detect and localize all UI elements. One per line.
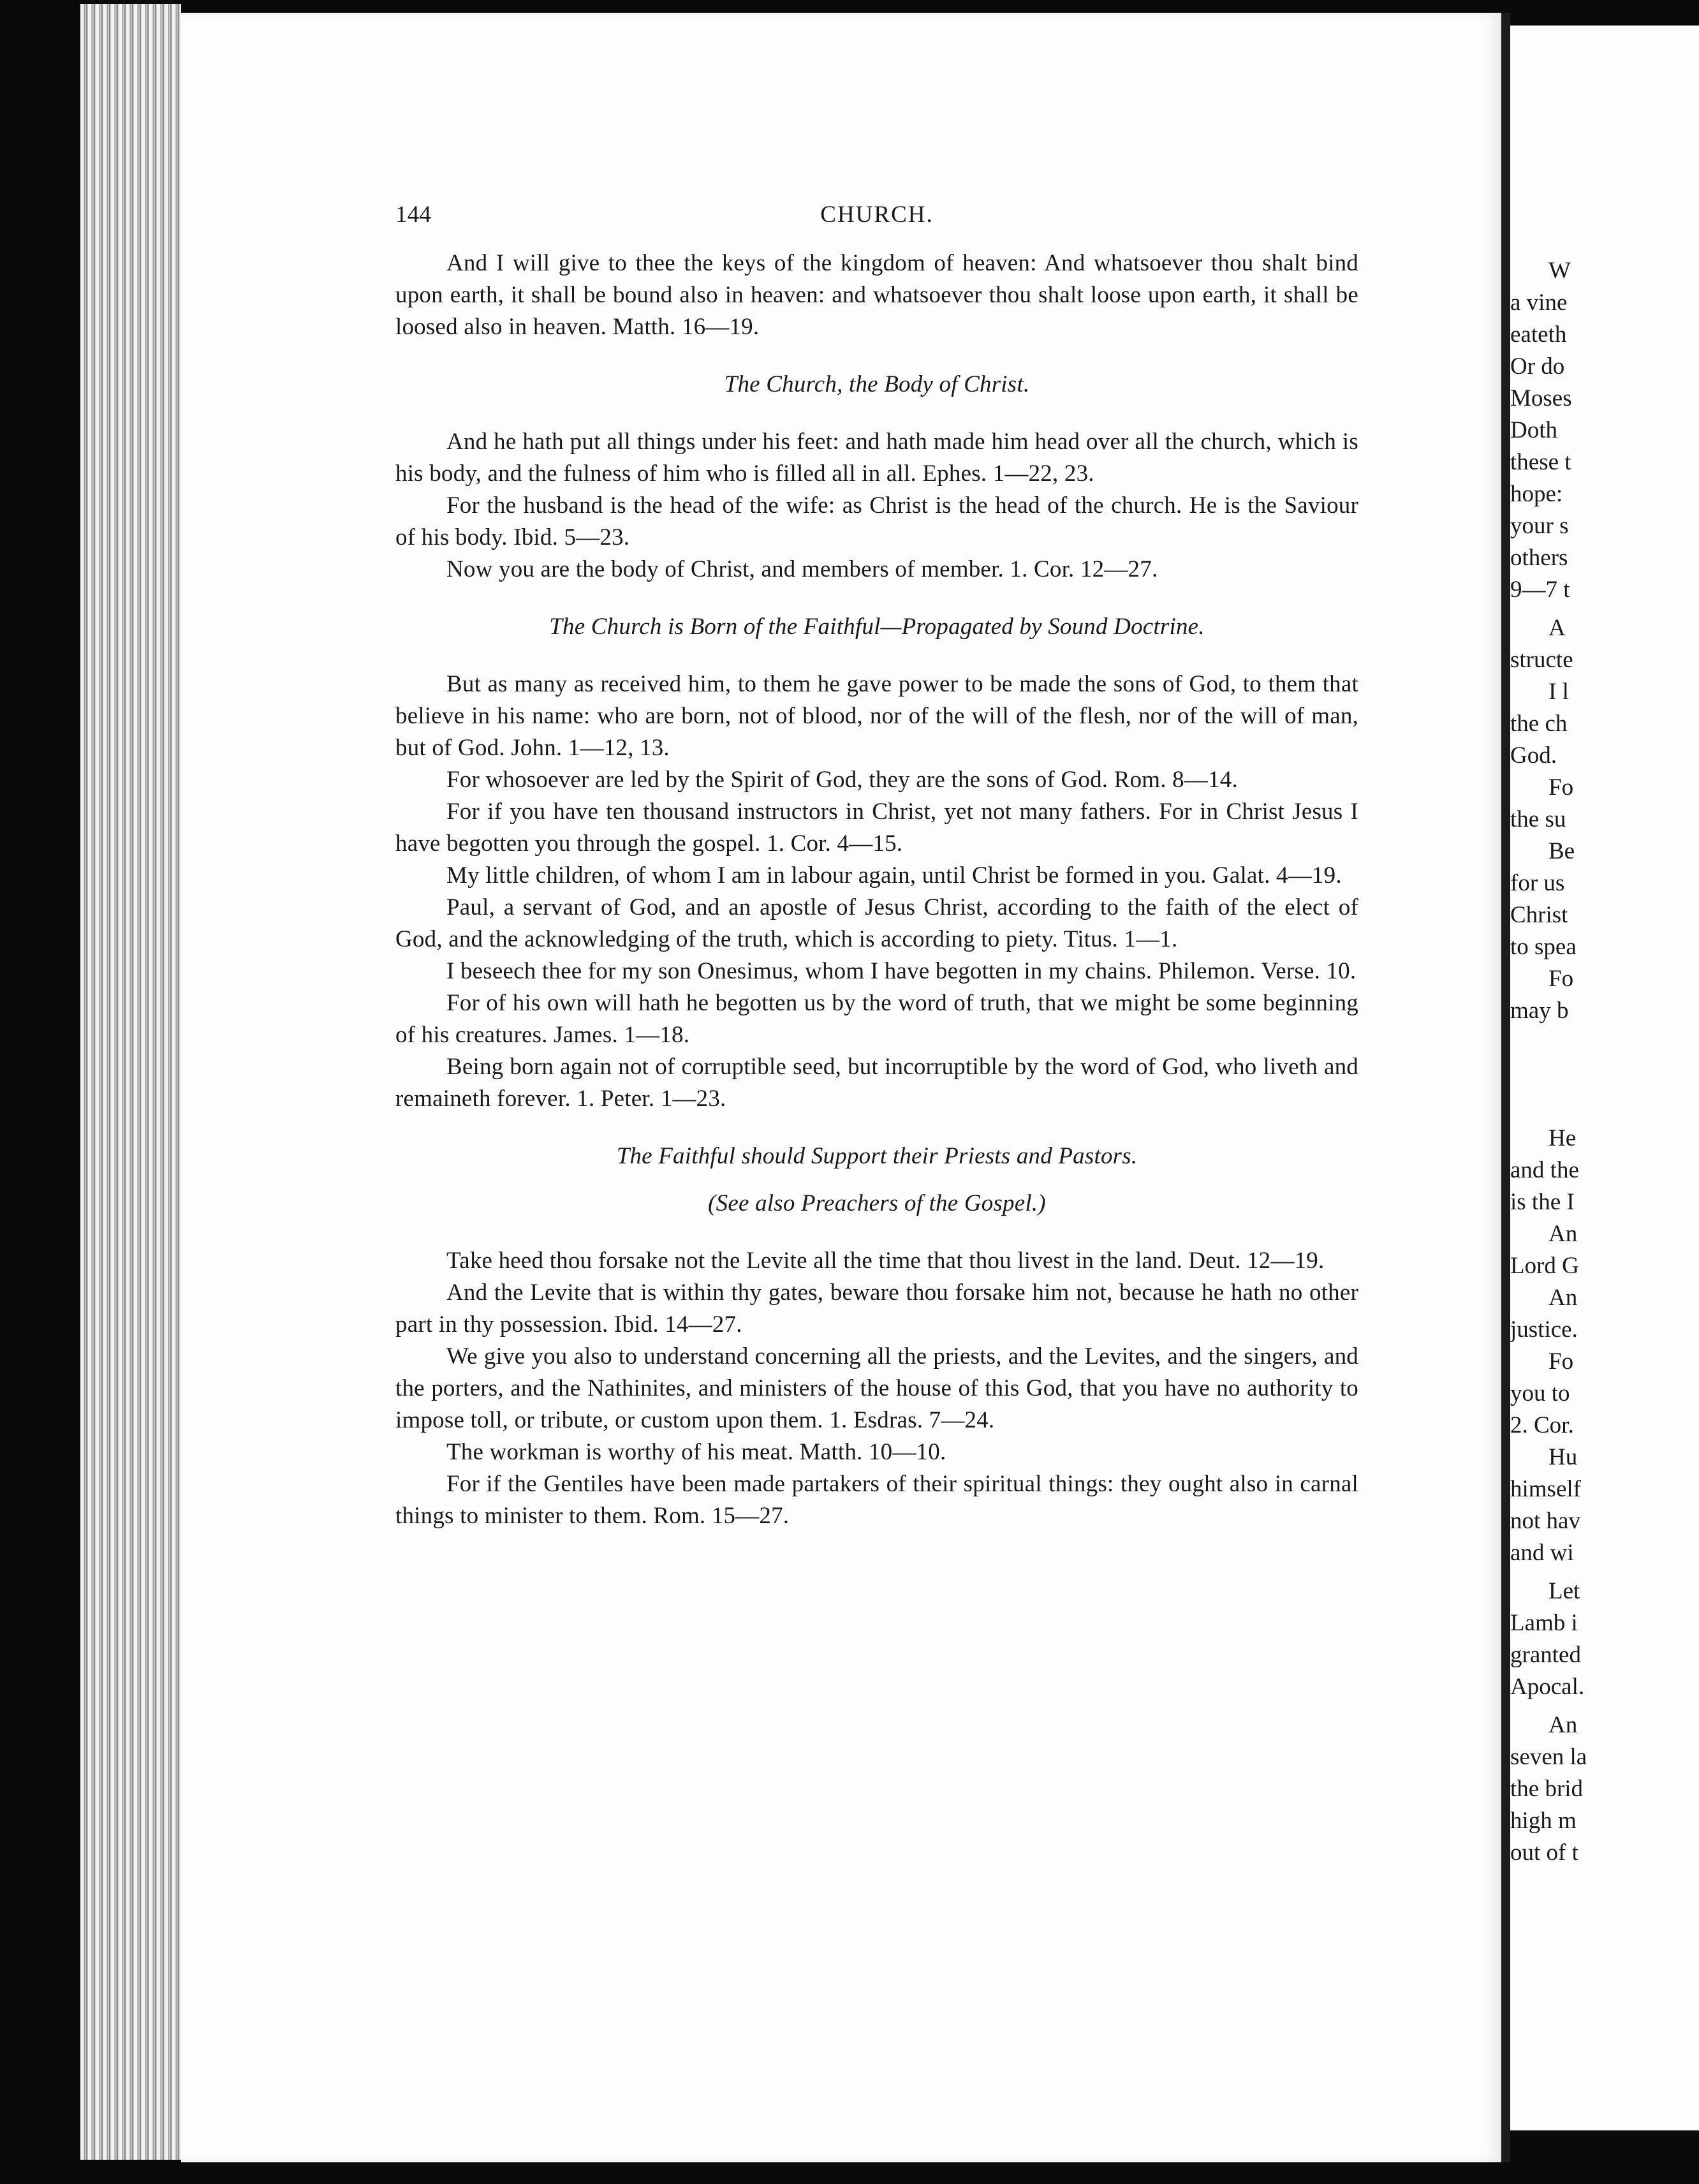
facing-page-line: and the [1510,1157,1579,1183]
facing-page-line: structe [1510,647,1573,673]
verse-paragraph: For the husband is the head of the wife: as Christ is the head of the church. He is the Saviour of his body. Ibid. 5—23. [395,492,1358,550]
book-page-edges [80,4,181,2160]
facing-page-line: not hav [1510,1508,1580,1534]
facing-page-line: the brid [1510,1776,1584,1802]
section-heading: The Church, the Body of Christ. [724,371,1030,397]
facing-page-line: your s [1510,513,1569,539]
verse-paragraph: My little children, of whom I am in labour again, until Christ be formed in you. Galat. 4—19. [446,862,1342,889]
facing-page [1510,26,1699,2130]
facing-page-line: for us [1510,870,1565,896]
facing-page-line: and wi [1510,1540,1574,1566]
facing-page-line: justice. [1510,1317,1578,1343]
verse-paragraph: And the Levite that is within thy gates, beware thou forsake him not, because he hath no other part in thy possession. Ibid. 14—27. [395,1280,1358,1338]
book-gutter [1501,13,1510,2162]
verse-paragraph: Take heed thou forsake not the Levite all the time that thou livest in the land. Deut. 12—19. [446,1248,1325,1274]
running-title: CHURCH. [820,202,934,228]
facing-page-line: Fo [1548,1348,1574,1375]
running-head [395,199,1358,237]
verse-paragraph: For if you have ten thousand instructors in Christ, yet not many fathers. For in Christ Jesus I have begotten you through the gospel. 1. Cor. 4—15. [395,799,1358,857]
facing-page-line: these t [1510,449,1571,475]
facing-page-line: Moses [1510,385,1572,411]
facing-page-line: Or do [1510,353,1565,380]
facing-page-line: He [1548,1125,1577,1151]
facing-page-line: An [1548,1712,1578,1738]
facing-page-line: others [1510,545,1568,571]
verse-paragraph: For whosoever are led by the Spirit of God, they are the sons of God. Rom. 8—14. [446,767,1238,793]
facing-page-line: 2. Cor. [1510,1412,1574,1438]
facing-page-line: Hu [1548,1444,1578,1470]
facing-page-line: Lord G [1510,1253,1579,1279]
verse-paragraph: Being born again not of corruptible seed, but incorruptible by the word of God, who liveth and remaineth forever. 1. Peter. 1—23. [395,1054,1358,1112]
facing-page-line: eateth [1510,321,1567,348]
facing-page-line: Lamb i [1510,1610,1578,1636]
facing-page-line: An [1548,1285,1578,1311]
section-heading: The Church is Born of the Faithful—Propagated by Sound Doctrine. [549,614,1205,640]
verse-paragraph: And I will give to thee the keys of the kingdom of heaven: And whatsoever thou shalt bind upon earth, it shall be bound also in heaven: and whatsoever thou shalt loose upon earth, it shall be loosed also in heaven. Matth. 16—19. [395,250,1358,340]
section-cross-reference: (See also Preachers of the Gospel.) [708,1190,1046,1216]
facing-page-line: Christ [1510,902,1568,928]
facing-page-line: you to [1510,1380,1570,1406]
facing-page-line: Fo [1548,966,1574,992]
page-text-block [395,199,1358,1532]
facing-page-line: Be [1548,838,1575,864]
intro-passage [395,247,1358,343]
facing-page-line: is the I [1510,1189,1575,1215]
verse-paragraph: Paul, a servant of God, and an apostle of Jesus Christ, according to the faith of the elect of God, and the acknowledging of the truth, which is according to piety. Titus. 1—1. [395,894,1358,952]
facing-page-line: to spea [1510,934,1577,960]
facing-page-line: Apocal. [1510,1674,1585,1700]
verse-paragraph: We give you also to understand concerning all the priests, and the Levites, and the singers, and the porters, and the Nathinites, and ministers of the house of this God, that you have no authority to impose toll, or tribute, or custom upon them. 1. Esdras. 7—24. [395,1343,1358,1433]
verse-paragraph: But as many as received him, to them he gave power to be made the sons of God, to them that believe in his name: who are born, not of blood, nor of the will of the flesh, nor of the will of man, but of God. John. 1—12, 13. [395,671,1358,761]
facing-page-line: I l [1548,679,1569,705]
verse-paragraph: Now you are the body of Christ, and members of member. 1. Cor. 12—27. [446,556,1158,582]
facing-page-line: the su [1510,806,1566,832]
facing-page-line: A [1548,615,1566,641]
section [395,611,1358,1115]
facing-page-line: himself [1510,1476,1581,1502]
verse-paragraph: And he hath put all things under his feet: and hath made him head over all the church, which is his body, and the fulness of him who is filled all in all. Ephes. 1—22, 23. [395,429,1358,487]
facing-page-line: seven la [1510,1744,1587,1770]
facing-page-line: Let [1548,1578,1580,1604]
sections [395,369,1358,1532]
verse-paragraph: I beseech thee for my son Onesimus, whom I have begotten in my chains. Philemon. Verse. 10. [446,958,1357,984]
facing-page-line: high m [1510,1808,1577,1834]
facing-page-line: God. [1510,742,1557,769]
facing-page-line: An [1548,1221,1578,1247]
page-number: 144 [395,202,432,228]
facing-page-line: Fo [1548,774,1574,801]
facing-page-line: Doth [1510,417,1557,443]
facing-page-line: out of t [1510,1840,1578,1866]
facing-page-line: 9—7 t [1510,577,1570,603]
section [395,1140,1358,1532]
section [395,369,1358,586]
verse-paragraph: For if the Gentiles have been made partakers of their spiritual things: they ought also in carnal things to minister to them. Rom. 15—27. [395,1471,1358,1529]
facing-page-line: a vine [1510,290,1568,316]
facing-page-line: hope: [1510,481,1563,507]
section-heading: The Faithful should Support their Priests and Pastors. [616,1143,1138,1169]
facing-page-line: granted [1510,1642,1581,1668]
facing-page-line: may b [1510,998,1569,1024]
facing-page-line: the ch [1510,711,1568,737]
facing-page-line: W [1548,258,1571,284]
verse-paragraph: For of his own will hath he begotten us by the word of truth, that we might be some beginning of his creatures. James. 1—18. [395,990,1358,1048]
verse-paragraph: The workman is worthy of his meat. Matth. 10—10. [446,1439,946,1465]
